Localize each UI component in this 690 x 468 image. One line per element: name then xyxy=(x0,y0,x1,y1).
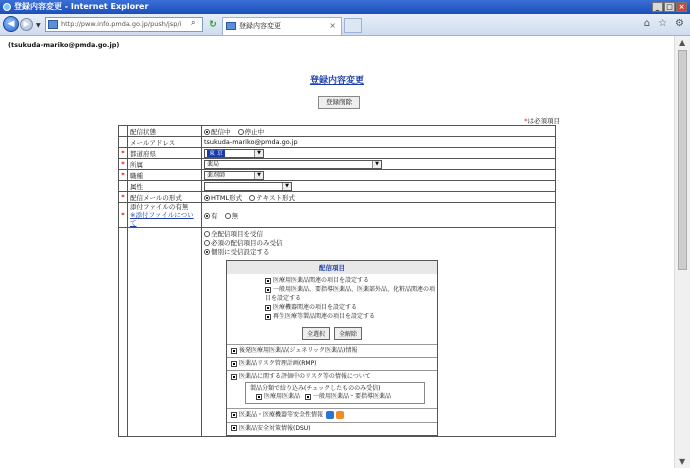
page-content xyxy=(0,36,674,468)
affiliation-select[interactable] xyxy=(204,160,382,169)
tab-current[interactable] xyxy=(222,17,342,35)
vertical-scrollbar[interactable] xyxy=(674,36,690,468)
radio-button[interactable] xyxy=(204,129,210,135)
checkbox[interactable] xyxy=(231,412,237,418)
list-item[interactable] xyxy=(227,357,437,370)
scroll-up-icon[interactable]: ▲ xyxy=(679,38,686,47)
select-buttons xyxy=(227,323,438,344)
form-label-cell xyxy=(128,203,202,228)
attribute-select[interactable] xyxy=(204,182,292,191)
form-row-attribute xyxy=(119,181,556,192)
filter-label: 医療用医薬品 xyxy=(264,393,301,400)
form-value xyxy=(202,170,556,181)
radio-label: 全配信項目を受信 xyxy=(211,230,263,238)
category-button-device[interactable] xyxy=(265,303,437,312)
required-marker: * xyxy=(119,170,128,181)
maximize-button[interactable]: □ xyxy=(664,2,675,12)
filter-legend: 製品分類で絞り込み(チェックしたもののみ受信) xyxy=(250,385,381,392)
filter-label: 一般用医薬品・要指導医薬品 xyxy=(312,393,391,400)
checkbox[interactable] xyxy=(231,361,237,367)
list-item[interactable] xyxy=(227,344,437,357)
item-label: 医薬品安全対策情報(DSU) xyxy=(239,424,311,432)
form-row-attachment xyxy=(119,203,556,228)
product-filter xyxy=(245,382,425,404)
form-label: メールアドレス xyxy=(128,137,202,148)
chevron-down-icon: ▼ xyxy=(254,172,263,179)
internet-explorer-icon xyxy=(3,3,11,11)
required-marker: * xyxy=(119,203,128,228)
email-value: tsukuda-mariko@pmda.go.jp xyxy=(202,137,556,148)
history-dropdown-icon[interactable]: ▼ xyxy=(36,22,41,29)
item-list xyxy=(227,344,438,435)
close-button[interactable]: × xyxy=(676,2,687,12)
form-label: 属性 xyxy=(128,181,202,192)
browser-tools xyxy=(644,18,684,29)
radio-attach-no[interactable] xyxy=(225,212,239,220)
occupation-select[interactable] xyxy=(204,171,264,180)
form-label: 配信メールの形式 xyxy=(128,192,202,203)
item-label: 医薬品・医療機器等安全性情報 xyxy=(239,411,324,419)
form-label xyxy=(128,228,202,437)
select-value: 薬局 xyxy=(207,160,220,168)
chevron-down-icon: ▼ xyxy=(372,161,381,168)
user-email-header: (tsukuda-mariko@pmda.go.jp) xyxy=(8,41,120,49)
forward-button[interactable]: ▶ xyxy=(20,18,33,31)
checkbox[interactable] xyxy=(231,348,237,354)
form-value xyxy=(202,148,556,159)
required-marker: * xyxy=(119,192,128,203)
category-label: 医療機器関連の項目を設定する xyxy=(273,304,358,311)
chevron-down-icon: ▼ xyxy=(282,183,291,190)
radio-label: 停止中 xyxy=(244,127,265,136)
registration-form xyxy=(118,125,556,437)
select-all-button[interactable]: 全選択 xyxy=(302,327,330,340)
checkbox[interactable] xyxy=(256,394,262,400)
form-label: 添付ファイルの有無 xyxy=(130,203,189,211)
tab-favicon-icon xyxy=(226,22,236,30)
category-label: 再生医療等製品関連の項目を設定する xyxy=(273,313,376,320)
radio-label: 無 xyxy=(231,211,239,220)
category-label: 一般用医薬品、要指導医薬品、医薬部外品、化粧品関連の項目を設定する xyxy=(265,286,436,302)
radio-html[interactable] xyxy=(204,194,242,202)
address-url: http://pww.info.pmda.go.jp/push/jsp/i xyxy=(61,20,182,28)
radio-label: HTML形式 xyxy=(211,193,243,202)
radio-receive-all[interactable] xyxy=(204,230,553,239)
required-star: * xyxy=(524,117,528,125)
item-label: 医薬品に関する評価中のリスク等の情報について xyxy=(239,373,371,380)
form-value xyxy=(202,159,556,170)
radio-stopped[interactable] xyxy=(238,128,265,136)
info-icon[interactable] xyxy=(326,411,334,419)
required-marker: * xyxy=(119,159,128,170)
radio-label: 配信中 xyxy=(211,127,231,136)
scroll-down-icon[interactable]: ▼ xyxy=(679,457,686,466)
form-label: 所属 xyxy=(128,159,202,170)
required-note-text: は必須項目 xyxy=(527,117,560,125)
required-marker xyxy=(119,181,128,192)
select-value: 薬剤師 xyxy=(207,171,226,179)
select-value: 東 京 xyxy=(209,149,223,157)
window-title: 登録内容変更 - Internet Explorer xyxy=(14,2,149,11)
form-row-occupation xyxy=(119,170,556,181)
delete-registration-button[interactable]: 登録削除 xyxy=(318,96,360,109)
gear-icon[interactable]: ⚙ xyxy=(675,18,684,29)
delivery-items-header: 配信項目 xyxy=(227,261,438,275)
radio-button[interactable] xyxy=(204,240,210,246)
radio-button[interactable] xyxy=(204,249,210,255)
form-row-mail-format xyxy=(119,192,556,203)
attachment-info-link[interactable]: ※添付ファイルについて xyxy=(130,211,194,227)
form-row-delivery-items xyxy=(119,228,556,437)
item-label: 医薬品リスク管理計画(RMP) xyxy=(239,360,317,367)
form-label: 職種 xyxy=(128,170,202,181)
category-list xyxy=(227,274,438,323)
checkbox[interactable] xyxy=(305,394,311,400)
radio-button[interactable] xyxy=(249,195,255,201)
form-value xyxy=(202,192,556,203)
form-label: 都道府県 xyxy=(128,148,202,159)
radio-receive-required[interactable] xyxy=(204,239,553,248)
back-button[interactable]: ◀ xyxy=(3,16,19,32)
prefecture-select[interactable] xyxy=(204,149,264,158)
page-title: 登録内容変更 xyxy=(309,76,364,86)
checkbox[interactable] xyxy=(265,314,271,320)
form-value xyxy=(202,181,556,192)
home-icon[interactable]: ⌂ xyxy=(643,18,651,29)
radio-attach-yes[interactable] xyxy=(204,212,218,220)
search-icon[interactable]: ⌕ xyxy=(191,18,196,27)
site-favicon-icon xyxy=(48,20,58,29)
checkbox[interactable] xyxy=(231,425,237,431)
radio-button[interactable] xyxy=(238,129,244,135)
checkbox[interactable] xyxy=(265,278,271,284)
form-row-affiliation xyxy=(119,159,556,170)
radio-button[interactable] xyxy=(225,213,231,219)
radio-text[interactable] xyxy=(249,194,295,202)
list-item[interactable] xyxy=(227,408,437,422)
tab-close-icon[interactable]: × xyxy=(329,21,336,30)
list-item[interactable] xyxy=(227,370,437,408)
radio-label: 個別に受信設定する xyxy=(211,248,270,256)
radio-label: 有 xyxy=(211,211,218,220)
item-label: 後発医療用医薬品(ジェネリック医薬品)情報 xyxy=(239,347,358,354)
list-item[interactable] xyxy=(227,422,437,435)
radio-button[interactable] xyxy=(204,195,210,201)
chevron-down-icon: ▼ xyxy=(254,150,263,157)
form-row-delivery-status xyxy=(119,126,556,137)
required-marker xyxy=(119,137,128,148)
new-tab-button[interactable] xyxy=(344,18,362,33)
star-icon[interactable]: ☆ xyxy=(658,18,668,29)
radio-delivering[interactable] xyxy=(204,128,231,136)
scroll-thumb[interactable] xyxy=(678,50,687,270)
browser-navbar xyxy=(0,14,690,36)
radio-receive-custom[interactable] xyxy=(204,248,553,257)
form-label: 配信状態 xyxy=(128,126,202,137)
category-label: 医療用医薬品関連の項目を設定する xyxy=(273,277,370,284)
window-controls xyxy=(652,2,687,12)
rss-icon[interactable] xyxy=(336,411,344,419)
form-row-email xyxy=(119,137,556,148)
delivery-items-panel xyxy=(226,260,438,436)
form-value xyxy=(202,203,556,228)
radio-label: 必須の配信項目のみ受信 xyxy=(211,239,283,247)
category-button-otc[interactable] xyxy=(265,285,437,303)
deselect-all-button[interactable]: 全解除 xyxy=(334,327,362,340)
minimize-button[interactable]: _ xyxy=(652,2,663,12)
delivery-settings xyxy=(202,228,556,437)
address-bar[interactable] xyxy=(45,17,203,32)
required-marker xyxy=(119,228,128,437)
radio-label: テキスト形式 xyxy=(256,193,296,202)
radio-button[interactable] xyxy=(204,213,210,219)
refresh-icon[interactable]: ↻ xyxy=(209,20,217,30)
category-button-rx[interactable] xyxy=(265,276,437,285)
checkbox[interactable] xyxy=(265,305,271,311)
required-marker xyxy=(119,126,128,137)
category-button-regen[interactable] xyxy=(265,312,437,321)
form-row-prefecture xyxy=(119,148,556,159)
form-value xyxy=(202,126,556,137)
required-marker: * xyxy=(119,148,128,159)
checkbox[interactable] xyxy=(231,374,237,380)
tab-title: 登録内容変更 xyxy=(239,22,281,30)
radio-button[interactable] xyxy=(204,231,210,237)
required-note xyxy=(524,116,560,125)
window-titlebar xyxy=(0,0,690,14)
checkbox[interactable] xyxy=(265,287,271,293)
